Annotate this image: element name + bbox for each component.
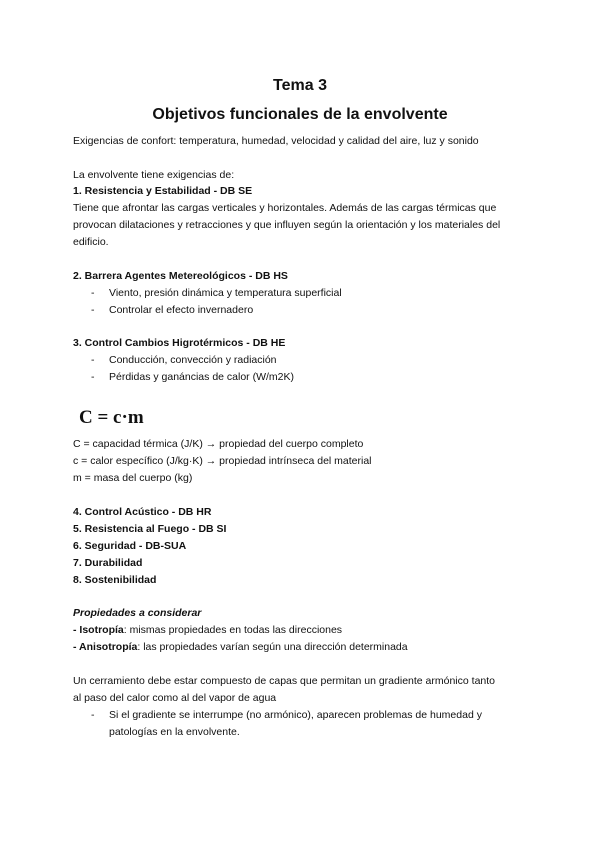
- section-3-heading: 3. Control Cambios Higrotérmicos - DB HE: [73, 337, 286, 349]
- section-2-bullet: Viento, presión dinámica y temperatura superficial: [109, 287, 342, 299]
- anisotropia-text: : las propiedades varían según una dirección determinada: [137, 641, 408, 653]
- isotropia-text: : mismas propiedades en todas las direcciones: [123, 624, 343, 636]
- definition-line: c = calor específico (J/kg·K) → propiedad intrínseca del material: [73, 455, 372, 467]
- dash-marker: -: [91, 371, 95, 383]
- definition-line: C = capacidad térmica (J/K) → propiedad del cuerpo completo: [73, 438, 364, 450]
- propiedades-heading: Propiedades a considerar: [73, 607, 202, 619]
- section-1-heading: 1. Resistencia y Estabilidad - DB SE: [73, 185, 253, 197]
- section-3-bullet: Pérdidas y ganáncias de calor (W/m2K): [109, 371, 294, 383]
- section-1-line-1: Tiene que afrontar las cargas verticales y horizontales. Además de las cargas térmicas que: [73, 202, 497, 214]
- heat-capacity-formula: C = c·m: [79, 407, 144, 428]
- section-2-bullet: Controlar el efecto invernadero: [109, 304, 254, 316]
- dash-marker: -: [91, 287, 95, 299]
- list-item: 5. Resistencia al Fuego - DB SI: [73, 523, 227, 535]
- list-item: 7. Durabilidad: [73, 557, 143, 569]
- isotropia-line: [73, 623, 342, 637]
- list-item: 4. Control Acústico - DB HR: [73, 506, 212, 518]
- definition-line: m = masa del cuerpo (kg): [73, 472, 193, 484]
- dash-marker: -: [91, 709, 95, 721]
- cerramiento-bullet-line-2: patologías en la envolvente.: [109, 726, 240, 738]
- dash-marker: -: [91, 354, 95, 366]
- cerramiento-line-2: al paso del calor como al del vapor de agua: [73, 692, 277, 704]
- dash-marker: -: [91, 304, 95, 316]
- section-3-bullet: Conducción, convección y radiación: [109, 354, 277, 366]
- page-title: Objetivos funcionales de la envolvente: [152, 106, 448, 123]
- exigencias-confort: Exigencias de confort: temperatura, humedad, velocidad y calidad del aire, luz y sonido: [73, 135, 479, 147]
- section-1-line-2: provocan dilataciones y retracciones y que influyen según la orientación y los materiales del: [73, 219, 501, 231]
- section-2-heading: 2. Barrera Agentes Metereológicos - DB HS: [73, 270, 288, 282]
- tema-heading: Tema 3: [273, 77, 327, 94]
- isotropia-term: - Isotropía: [73, 624, 124, 636]
- anisotropia-line: [73, 640, 408, 654]
- anisotropia-term: - Anisotropía: [73, 641, 138, 653]
- section-1-line-3: edificio.: [73, 236, 109, 248]
- list-item: 6. Seguridad - DB-SUA: [73, 540, 187, 552]
- intro-text: La envolvente tiene exigencias de:: [73, 169, 235, 181]
- cerramiento-line-1: Un cerramiento debe estar compuesto de capas que permitan un gradiente armónico tanto: [73, 675, 495, 687]
- cerramiento-bullet-line-1: Si el gradiente se interrumpe (no armónico), aparecen problemas de humedad y: [109, 709, 482, 721]
- list-item: 8. Sostenibilidad: [73, 574, 157, 586]
